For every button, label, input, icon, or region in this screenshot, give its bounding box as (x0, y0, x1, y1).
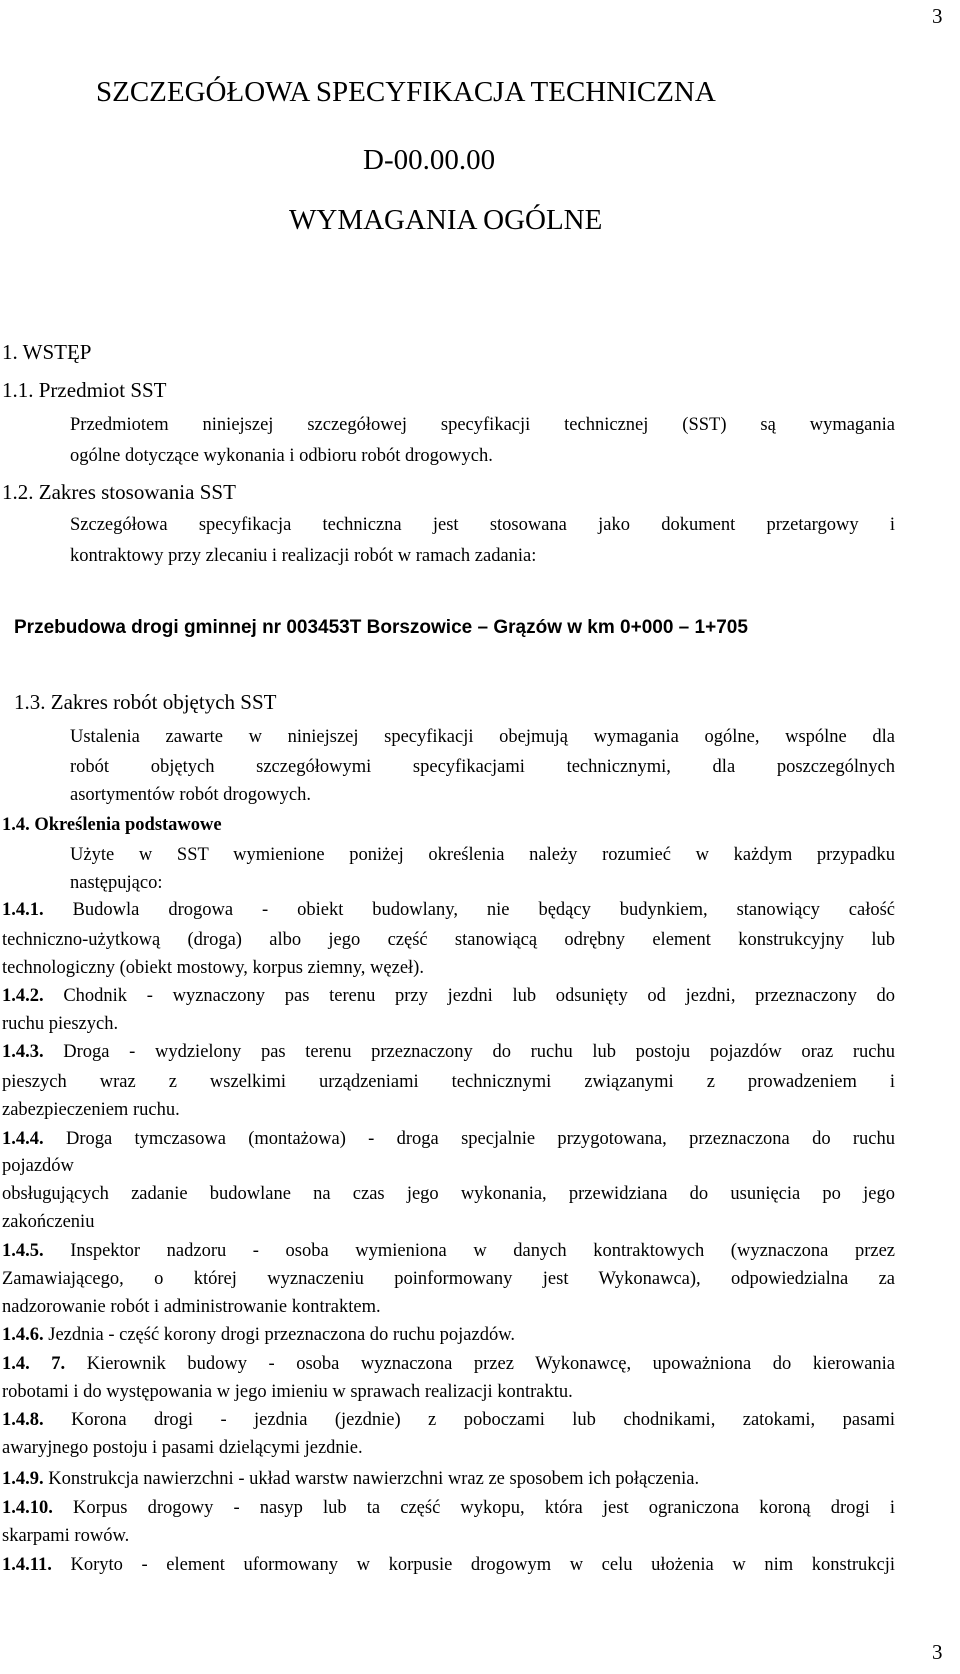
definition-number: 1.4.3. (2, 1042, 44, 1062)
definition-1-4-8-line2: awaryjnego postoju i pasami dzielącymi jezdnie. (2, 1438, 363, 1458)
definition-text: Koryto - element uformowany w korpusie drogowym w celu ułożenia w nim konstrukcji (70, 1555, 896, 1575)
section-1-4-line2: następująco: (70, 873, 163, 893)
definition-1-4-4-line4: zakończeniu (2, 1212, 95, 1232)
definition-1-4-1-line1 (2, 895, 895, 926)
section-1-1-heading: 1.1. Przedmiot SST (2, 378, 167, 402)
section-1-3-line2: robót objętych szczegółowymi specyfikacjami technicznymi, dla poszczególnych (70, 757, 895, 777)
definition-1-4-7-line2: robotami i do występowania w jego imieniu w sprawach realizacji kontraktu. (2, 1382, 573, 1402)
definition-1-4-2-line1 (2, 981, 895, 1012)
definition-number: 1.4.4. (2, 1129, 44, 1149)
section-1-3-line1: Ustalenia zawarte w niniejszej specyfikacji obejmują wymagania ogólne, wspólne dla (70, 727, 895, 747)
section-1-heading: 1. WSTĘP (2, 340, 92, 364)
definition-number: 1.4.11. (2, 1555, 52, 1575)
definition-1-4-4-line1 (2, 1124, 895, 1155)
section-1-1-line1: Przedmiotem niniejszej szczegółowej specyfikacji technicznej (SST) są wymagania (70, 415, 895, 435)
section-1-2-heading: 1.2. Zakres stosowania SST (2, 480, 236, 504)
page-number-top: 3 (932, 4, 943, 28)
definition-1-4-5-line2: Zamawiającego, o której wyznaczeniu poinformowany jest Wykonawca), odpowiedzialna za (2, 1269, 895, 1289)
definition-1-4-1-line2: techniczno-użytkową (droga) albo jego część stanowiącą odrębny element konstrukcyjny lub (2, 930, 895, 950)
section-1-4-line1: Użyte w SST wymienione poniżej określenia należy rozumieć w każdym przypadku (70, 845, 895, 865)
definition-1-4-5-line3: nadzorowanie robót i administrowanie kontraktem. (2, 1297, 381, 1317)
definition-1-4-4-line2: pojazdów (2, 1156, 74, 1176)
definition-1-4-11-line1 (2, 1550, 895, 1581)
definition-text: Konstrukcja nawierzchni - układ warstw nawierzchni wraz ze sposobem ich połączenia. (48, 1469, 700, 1489)
section-1-2-line1: Szczegółowa specyfikacja techniczna jest stosowana jako dokument przetargowy i (70, 515, 895, 535)
definition-1-4-8-line1 (2, 1405, 895, 1436)
definition-text: Jezdnia - część korony drogi przeznaczona do ruchu pojazdów. (48, 1325, 515, 1345)
document-title: SZCZEGÓŁOWA SPECYFIKACJA TECHNICZNA (96, 76, 716, 108)
definition-1-4-3-line2: pieszych wraz z wszelkimi urządzeniami technicznymi związanymi z prowadzeniem i (2, 1072, 895, 1092)
definition-text: Inspektor nadzoru - osoba wymieniona w danych kontraktowych (wyznaczona przez (70, 1241, 895, 1261)
page-number-bottom: 3 (932, 1640, 943, 1664)
definition-text: Korpus drogowy - nasyp lub ta część wykopu, która jest ograniczona koroną drogi i (73, 1498, 896, 1518)
definition-number: 1.4. 7. (2, 1354, 66, 1374)
definition-1-4-4-line3: obsługujących zadanie budowlane na czas jego wykonania, przewidziana do usunięcia po jego (2, 1184, 895, 1204)
section-1-2-line2: kontraktowy przy zlecaniu i realizacji robót w ramach zadania: (70, 546, 537, 566)
document-subtitle: WYMAGANIA OGÓLNE (289, 204, 603, 236)
definition-1-4-1-line3: technologiczny (obiekt mostowy, korpus ziemny, węzeł). (2, 958, 424, 978)
section-1-4-number: 1.4. (2, 815, 30, 835)
definition-1-4-2-line2: ruchu pieszych. (2, 1014, 119, 1034)
definition-text: Chodnik - wyznaczony pas terenu przy jezdni lub odsunięty od jezdni, przeznaczony do (63, 986, 896, 1006)
definition-text: Droga tymczasowa (montażowa) - droga specjalnie przygotowana, przeznaczona do ruchu (65, 1129, 896, 1149)
project-name: Przebudowa drogi gminnej nr 003453T Borszowice – Grązów w km 0+000 – 1+705 (14, 617, 748, 638)
definition-1-4-5-line1 (2, 1236, 895, 1267)
section-1-3-heading: 1.3. Zakres robót objętych SST (14, 690, 277, 714)
section-1-4-title: Określenia podstawowe (34, 815, 222, 835)
definition-text: Droga - wydzielony pas terenu przeznaczony do ruchu lub postoju pojazdów oraz ruchu (63, 1042, 895, 1062)
definition-text: Korona drogi - jezdnia (jezdnie) z poboczami lub chodnikami, zatokami, pasami (71, 1410, 896, 1430)
definition-1-4-7-line1 (2, 1349, 895, 1380)
definition-text: Budowla drogowa - obiekt budowlany, nie będący budynkiem, stanowiący całość (72, 900, 895, 920)
section-1-3-line3: asortymentów robót drogowych. (70, 785, 311, 805)
definition-1-4-9-line1 (2, 1464, 699, 1495)
definition-number: 1.4.9. (2, 1469, 44, 1489)
definition-1-4-10-line1 (2, 1493, 895, 1524)
section-1-1-line2: ogólne dotyczące wykonania i odbioru robót drogowych. (70, 446, 493, 466)
definition-number: 1.4.1. (2, 900, 44, 920)
definition-number: 1.4.5. (2, 1241, 44, 1261)
definition-1-4-3-line1 (2, 1037, 895, 1068)
section-1-4-heading (2, 810, 222, 841)
definition-1-4-10-line2: skarpami rowów. (2, 1526, 130, 1546)
definition-1-4-6-line1 (2, 1320, 515, 1351)
definition-number: 1.4.2. (2, 986, 44, 1006)
definition-number: 1.4.10. (2, 1498, 53, 1518)
definition-number: 1.4.6. (2, 1325, 44, 1345)
definition-number: 1.4.8. (2, 1410, 44, 1430)
document-code: D-00.00.00 (363, 144, 496, 176)
definition-1-4-3-line3: zabezpieczeniem ruchu. (2, 1100, 180, 1120)
definition-text: Kierownik budowy - osoba wyznaczona przez Wykonawcę, upoważniona do kierowania (86, 1354, 896, 1374)
